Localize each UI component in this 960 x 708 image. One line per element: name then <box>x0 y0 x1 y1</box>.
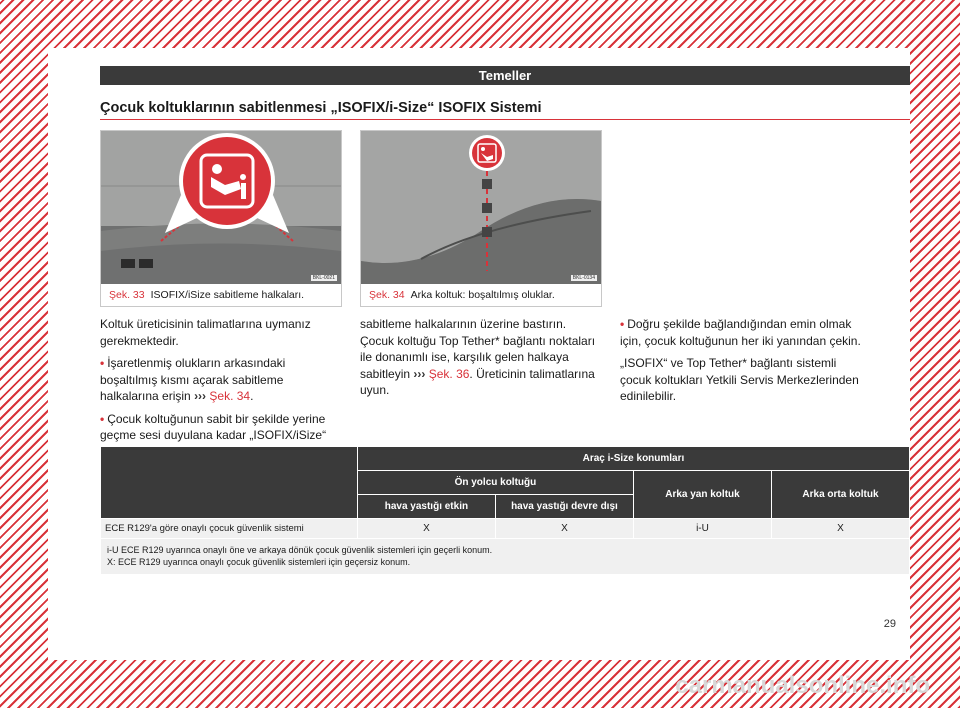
figure-caption <box>369 289 555 301</box>
front-seat-header: Ön yolcu koltuğu <box>357 471 633 495</box>
watermark: carmanualsonline.info <box>675 672 930 699</box>
page-number: 29 <box>883 618 896 630</box>
bullet-text: Çocuk koltuğunun sabit bir şekilde yerine geçme sesi duyulana kadar „ISOFIX/iSize“ <box>100 411 327 442</box>
table-cell: X <box>771 519 909 539</box>
isize-positions-table <box>100 446 910 575</box>
table-row <box>101 519 910 539</box>
bullet-item <box>100 411 342 444</box>
figure-code: BKL-0134 <box>572 275 595 281</box>
figure-link[interactable]: Şek. 36 <box>428 366 470 381</box>
figure-ref: Şek. 33 <box>109 289 145 301</box>
paragraph-end: . Üreticinin talimatlarına uyun. <box>360 366 595 397</box>
bullet-icon: • <box>100 411 105 426</box>
intro-paragraph: Koltuk üreticisinin talimatlarına uymanız gerekmektedir. <box>100 317 311 348</box>
seat-slots-illustration <box>361 131 601 284</box>
figure-34 <box>360 130 602 307</box>
bullet-end: . <box>250 389 254 403</box>
bullet-item <box>620 316 862 349</box>
bullet-icon: • <box>620 317 625 331</box>
bullet-icon: • <box>100 356 105 370</box>
page <box>48 48 910 660</box>
arrow-icon: ››› <box>194 389 207 403</box>
page-title: Çocuk koltuklarının sabitlenmesi „ISOFIX/i-Size“ ISOFIX Sistemi <box>100 100 542 116</box>
rear-side-header: Arka yan koltuk <box>633 471 771 519</box>
table-top-header: Araç i-Size konumları <box>357 447 909 471</box>
figure-33 <box>100 130 342 307</box>
airbag-off-header: hava yastığı devre dışı <box>495 495 633 519</box>
title-rule <box>100 119 910 120</box>
table-header-row <box>101 447 910 471</box>
table-notes-row <box>101 539 910 575</box>
row-label: ECE R129'a göre onaylı çocuk güvenlik sistemi <box>101 519 358 539</box>
figure-ref: Şek. 34 <box>369 289 405 301</box>
bullet-text: Doğru şekilde bağlandığından emin olmak için, çocuk koltuğunun her iki yanından çekin. <box>620 317 861 348</box>
figure-caption-text: Arka koltuk: boşaltılmış oluklar. <box>410 289 555 301</box>
table-cell: X <box>357 519 495 539</box>
note-iu: i-U ECE R129 uyarınca onaylı öne ve arkaya dönük çocuk güvenlik sistemleri için geçerli konum. <box>107 545 493 555</box>
airbag-on-header: hava yastığı etkin <box>357 495 495 519</box>
isofix-rings-illustration <box>101 131 341 284</box>
paragraph: „ISOFIX“ ve Top Tether* bağlantı sistemli çocuk koltukları Yetkili Servis Merkezlerinden edinilebilir. <box>620 356 859 403</box>
arrow-icon: ››› <box>413 366 426 381</box>
figure-code: BKL-0021 <box>312 275 335 281</box>
rear-center-header: Arka orta koltuk <box>771 471 909 519</box>
figure-link[interactable]: Şek. 34 <box>209 389 251 403</box>
figure-caption <box>109 289 304 301</box>
table-corner <box>101 447 358 519</box>
text-column-1 <box>100 316 342 450</box>
table-notes <box>101 539 910 575</box>
seat-isofix-image <box>101 131 341 284</box>
text-column-3 <box>620 316 862 411</box>
bullet-item <box>100 355 342 405</box>
figure-caption-text: ISOFIX/iSize sabitleme halkaları. <box>150 289 305 301</box>
seat-slots-image <box>361 131 601 284</box>
paragraph-text: sabitleme halkalarının üzerine bastırın. Çocuk koltuğu Top Tether* bağlantı noktaları ile donanımlı ise, karşılık gelen halkaya sabitleyin <box>360 317 596 381</box>
section-header: Temeller <box>100 66 910 85</box>
table-cell: X <box>495 519 633 539</box>
note-x: X: ECE R129 uyarınca onaylı çocuk güvenlik sistemleri için geçersiz konum. <box>107 556 411 567</box>
text-column-2 <box>360 316 602 405</box>
table-cell: i-U <box>633 519 771 539</box>
bullet-text: İşaretlenmiş olukların arkasındaki boşaltılmış kısmı açarak sabitleme halkalarına erişin <box>100 356 286 403</box>
paragraph <box>360 316 602 399</box>
